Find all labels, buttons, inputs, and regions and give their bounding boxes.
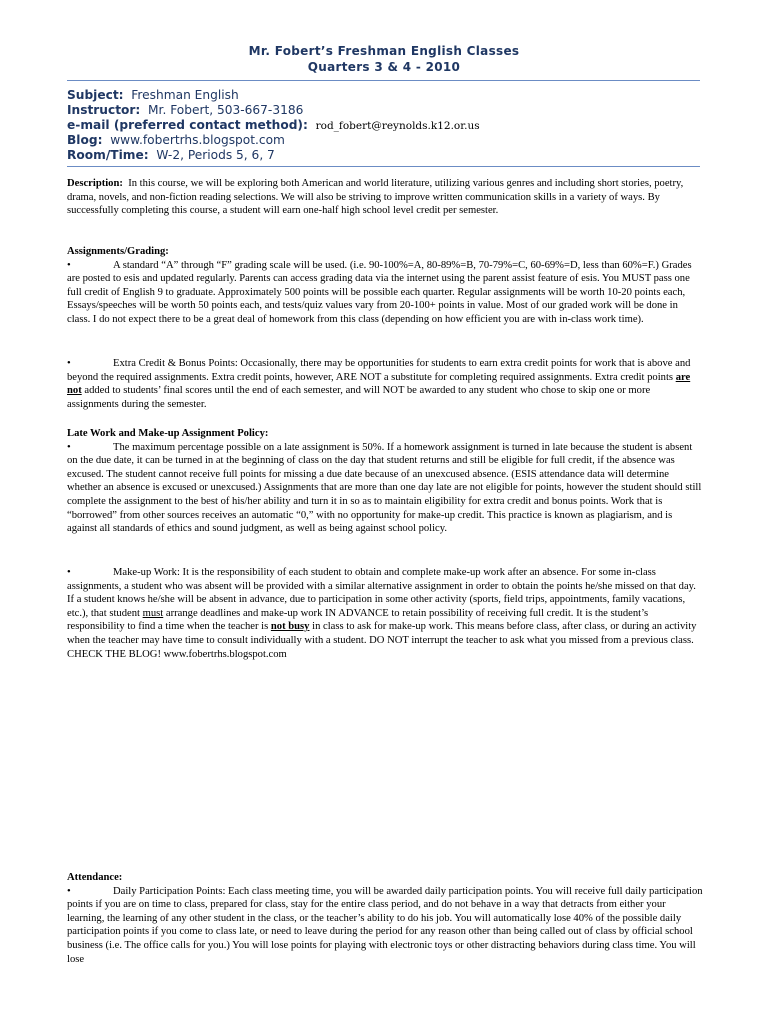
- make-up-must: must: [142, 607, 164, 619]
- attendance-section: [67, 871, 703, 966]
- participation-text: Daily Participation Points: Each class meeting time, you will be awarded daily participation points. You will receive full daily participation points if you are on time to class, prepared for class, stay for the entire class period, and do not behave in a way that detracts from either your learning, the learning of any other student in the class, or the teacher’s ability to do his job. You will automatically lose 40% of the possible daily participation points if you come to class late, or need to leave during the period for any reason other than being called out of class by official school business (i.e. The office calls for you.) You will lose points for playing with electronic toys or other distracting behaviors during class time. You will lose: [67, 885, 703, 965]
- room-value: W-2, Periods 5, 6, 7: [156, 148, 275, 162]
- header-divider-bottom: [67, 166, 700, 167]
- instructor-row: [67, 103, 303, 118]
- room-row: [67, 148, 275, 163]
- description-paragraph: [67, 177, 703, 218]
- late-work-item-late-assignments: [67, 441, 703, 536]
- subject-row: [67, 88, 239, 103]
- blog-row: [67, 133, 285, 148]
- subject-label: Subject:: [67, 88, 124, 102]
- subject-value: Freshman English: [131, 88, 239, 102]
- header-divider-top: [67, 80, 700, 81]
- assignments-item-extra-credit: [67, 357, 703, 411]
- bullet: •: [67, 885, 71, 897]
- bullet: •: [67, 441, 71, 453]
- assignments-heading: Assignments/Grading:: [67, 246, 169, 257]
- extra-credit-section: [67, 357, 703, 411]
- extra-credit-emphasis: are not: [67, 371, 691, 397]
- assignments-section: [67, 245, 703, 327]
- instructor-value: Mr. Fobert, 503-667-3186: [148, 103, 304, 117]
- attendance-heading: Attendance:: [67, 872, 123, 883]
- late-assignment-text: The maximum percentage possible on a late assignment is 50%. If a homework assignment is turned in late because the student is absent on the due date, it can be turned in at the beginning of class on the day that student returns and still be eligible for full credit, if the absence was excused. The student cannot receive full points for missing a due date because of an unexcused absence. (ESIS attendance data will determine whether an absence is excused or unexcused.) Assignments that are more than one day late are not eligible for points, however the student should still complete the assignment to the best of his/her ability and turn it in so as to maintain eligibility for extra credit and bonus points. Work that is “borrowed” from other sources receives an automatic “0,” with no opportunity for make-up credit. This practice is known as plagiarism, and is against all standards of ethics and sound judgment, as well as being against school policy.: [67, 441, 702, 535]
- email-row: [67, 118, 480, 134]
- document-subtitle: Quarters 3 & 4 - 2010: [307, 60, 461, 74]
- blog-label: Blog:: [67, 133, 103, 147]
- instructor-label: Instructor:: [67, 103, 141, 117]
- make-up-section: [67, 566, 703, 661]
- bullet: •: [67, 358, 71, 369]
- make-up-not-busy: not busy: [270, 621, 310, 633]
- description-section: [67, 177, 703, 218]
- assignments-item-grading: [67, 259, 703, 327]
- make-up-text-b: arrange deadlines and make-up work IN ADVANCE to retain possibility of receiving full credit. It is the student’s responsibility to find a time when the teacher is: [67, 607, 649, 633]
- email-value[interactable]: rod_fobert@reynolds.k12.or.us: [315, 120, 480, 132]
- email-label: e-mail (preferred contact method):: [67, 118, 308, 132]
- extra-credit-text-a: Extra Credit & Bonus Points: Occasionally, there may be opportunities for students to earn extra credit points for work that is above and beyond the required assignments. Extra credit points, however, ARE NOT a substitute for completing required assignments. Extra credit points: [67, 358, 691, 383]
- room-label: Room/Time:: [67, 148, 149, 162]
- make-up-text-c: in class to ask for make-up work. This means before class, after class, or during an activity when the teacher may have time to consult individually with a student. DO NOT interrupt the teacher to ask what you missed from a previous class. CHECK THE BLOG! www.fobertrhs.blogspot.com: [67, 621, 697, 660]
- description-label: Description:: [67, 178, 123, 189]
- blog-link[interactable]: www.fobertrhs.blogspot.com: [110, 133, 285, 147]
- bullet: •: [67, 259, 71, 271]
- grading-text: A standard “A” through “F” grading scale will be used. (i.e. 90-100%=A, 80-89%=B, 70-79%=C, 60-69%=D, less than 60%=F.) Grades are posted to esis and updated regularly. Parents can access grading data via the internet using the parent assist feature of esis. You MUST pass one full credit of English 9 to graduate. Approximately 500 points will be possible each quarter. Regular assignments will be worth 10-20 points each, Essays/speeches will be worth 50 points each, and tests/quiz values vary from 20-100+ points in value. Most of our graded work will be done in class. I do not expect there to be a great deal of homework from this class (depending on how efficient you are with in-class work time).: [67, 259, 692, 325]
- late-work-section: [67, 427, 703, 536]
- document-title: Mr. Fobert’s Freshman English Classes: [248, 44, 520, 58]
- late-work-item-make-up: [67, 566, 703, 661]
- late-work-heading: Late Work and Make-up Assignment Policy:: [67, 428, 269, 439]
- bullet: •: [67, 567, 71, 578]
- make-up-text-a: Make-up Work: It is the responsibility of each student to obtain and complete make-up work after an absence. For some in-class assignments, a student who was absent will be provided with a similar alternative assignment in order to obtain the points he/she missed on that day. If a student knows he/she will be absent in advance, due to participation in some other activity (sports, field trips, appointments, family vacations, etc.), that student: [67, 567, 696, 619]
- attendance-item-participation: [67, 885, 703, 967]
- extra-credit-text-b: added to students’ final scores until the end of each semester, and will NOT be awarded to any student who chose to skip one or more assignments during the semester.: [67, 385, 651, 410]
- description-text: In this course, we will be exploring both American and world literature, utilizing various genres and including short stories, poetry, drama, novels, and non-fiction reading selections. We will also be striving to improve written communication skills in a variety of ways. By successfully completing this course, a student will earn one-half high school level credit per semester.: [67, 178, 684, 217]
